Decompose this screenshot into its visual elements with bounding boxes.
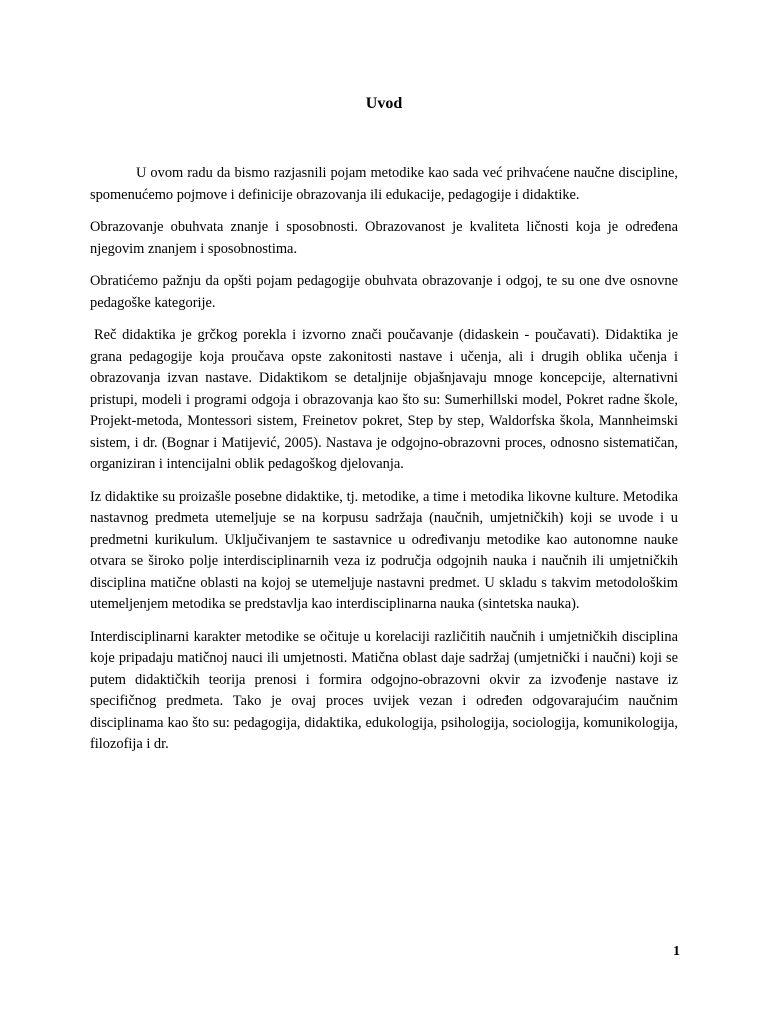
page-number: 1: [673, 944, 680, 959]
paragraph-pedagogija: Obratićemo pažnju da opšti pojam pedagogije obuhvata obrazovanje i odgoj, te su one dve osnovne pedagoške kategorije.: [90, 273, 678, 311]
paragraph-interdisciplinarni: Interdisciplinarni karakter metodike se očituje u korelaciji različitih naučnih i umjetničkih disciplina koje pripadaju matičnoj nauci ili umjetnosti. Matična oblast daje sadržaj (umjetnički i naučni) koji se putem didaktičkih teorija prenosi i formira odgojno-obrazovni okvir za izvođenje nastave iz specifičnog predmeta. Tako je ovaj proces uvijek vezan i određen odgovarajućim naučnim disciplinama kao što su: pedagogija, didaktika, edukologija, psihologija, sociologija, komunikologija, filozofija i dr.: [90, 628, 678, 752]
page-title: Uvod: [365, 95, 403, 112]
paragraph-metodike: Iz didaktike su proizašle posebne didaktike, tj. metodike, a time i metodika likovne kulture. Metodika nastavnog predmeta utemeljuje se na korpusu sadržaja (naučnih, umjetničkih) koji se uvode i u predmetni kurikulum. Uključivanjem te sastavnice u određivanju metodike kao autonomne nauke otvara se široko polje interdisciplinarnih veza iz područja odgojnih nauka i naučnih ili umjetničkih disciplina matične oblasti na kojoj se utemeljuje nastavni predmet. U skladu s takvim metodološkim utemeljenjem metodika se predstavlja kao interdisciplinarna nauka (sintetska nauka).: [90, 488, 678, 612]
paragraph-obrazovanje: Obrazovanje obuhvata znanje i sposobnosti. Obrazovanost je kvaliteta ličnosti koja je određena njegovim znanjem i sposobnostima.: [90, 219, 678, 257]
paragraph-intro: U ovom radu da bismo razjasnili pojam metodike kao sada već prihvaćene naučne discipline, spomenućemo pojmove i definicije obrazovanja ili edukacije, pedagogije i didaktike.: [90, 165, 678, 203]
body-text: [90, 163, 678, 767]
paragraph-didaktika: Reč didaktika je grčkog porekla i izvorno znači poučavanje (didaskein - poučavati). Didaktika je grana pedagogije koja proučava opste zakonitosti nastave i učenja, ali i drugih oblika učenja i obrazovanja izvan nastave. Didaktikom se detaljnije objašnjavaju mnoge koncepcije, alternativni pristupi, modeli i programi odgoja i obrazovanja kao što su: Sumerhillski model, Pokret radne škole, Projekt-metoda, Montessori sistem, Freinetov pokret, Step by step, Waldorfska škola, Mannheimski sistem, i dr. (Bognar i Matijević, 2005). Nastava je odgojno-obrazovni proces, odnosno sistematičan, organiziran i intencijalni oblik pedagoškog djelovanja.: [90, 327, 678, 472]
